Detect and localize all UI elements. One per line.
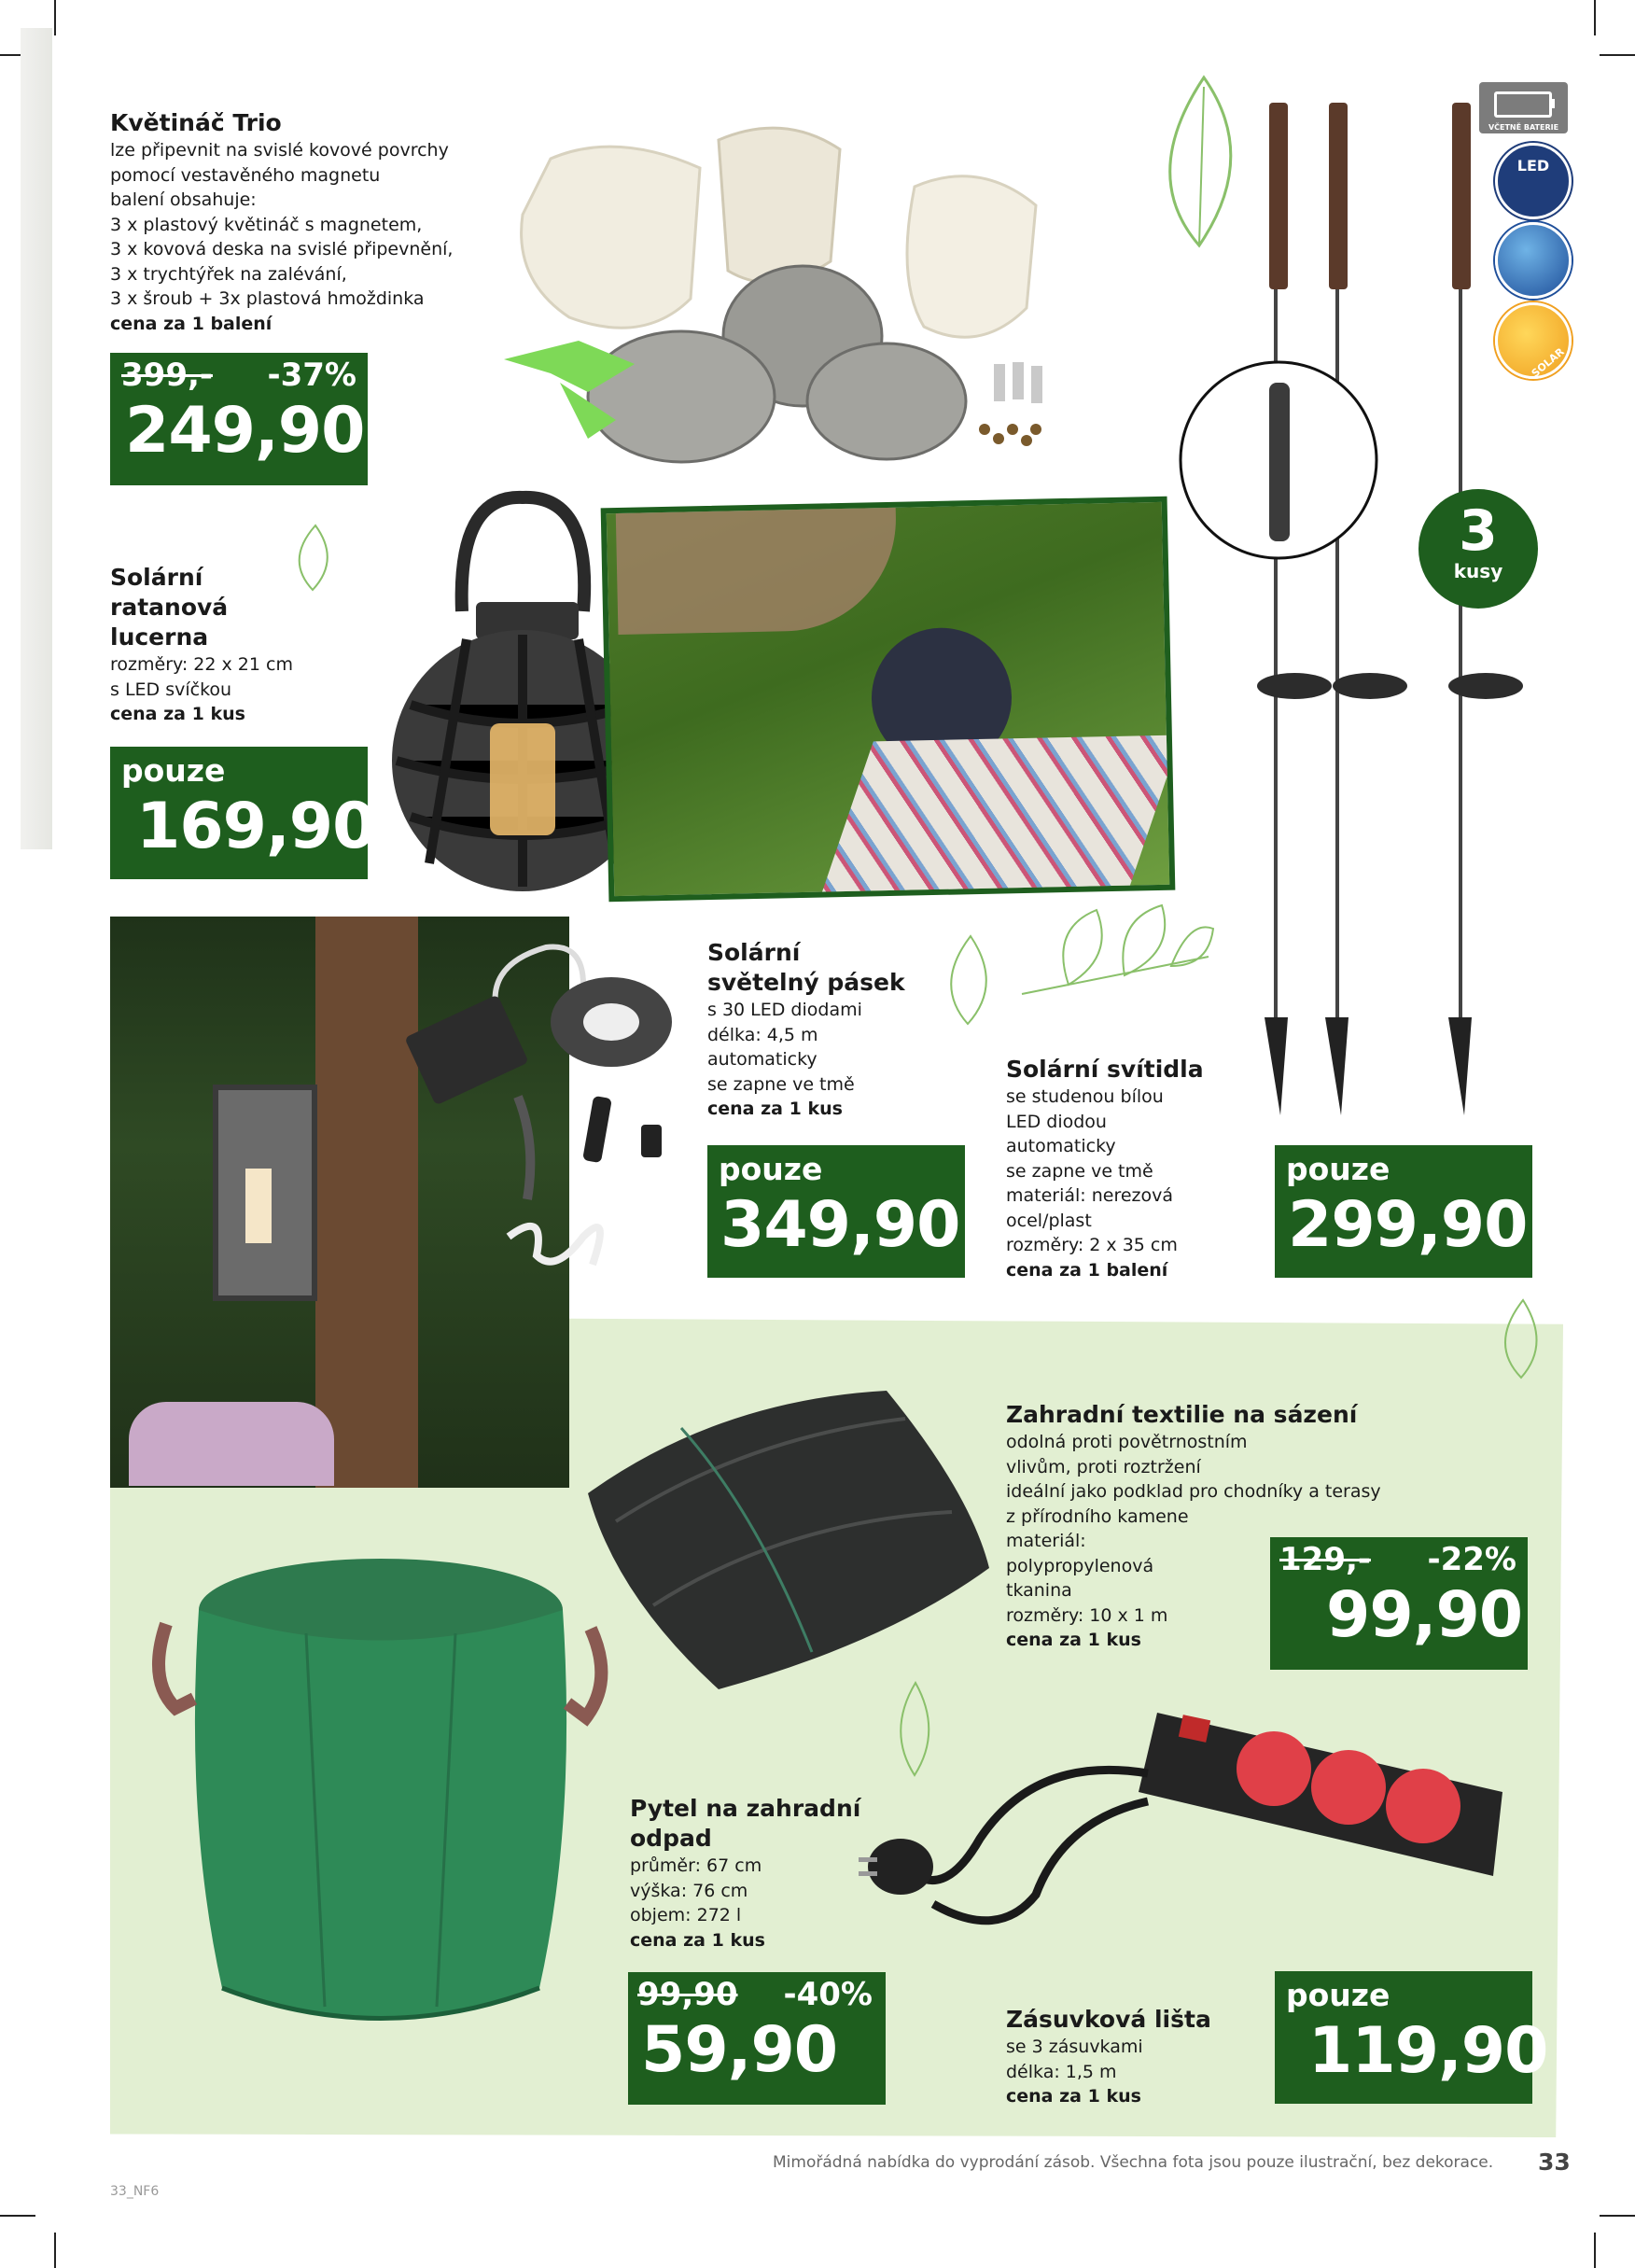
product-title: Zásuvková lišta [1006,2006,1211,2033]
price: 99,90 [1326,1578,1523,1652]
garden-textile-image [579,1381,989,1699]
desc-line: ideální jako podklad pro chodníky a terasy [1006,1481,1381,1502]
old-price: 99,90 [637,1976,738,2013]
battery-icon [1479,82,1568,133]
crop-mark [54,0,56,35]
desc-line: vlivům, proti roztržení [1006,1456,1201,1477]
pieces-unit: kusy [1453,560,1503,582]
product-title: Zahradní textilie na sázení [1006,1401,1358,1428]
price-box-bag [628,1972,886,2105]
price-unit: cena za 1 kus [1006,2086,1141,2107]
discount: -22% [1427,1541,1516,1578]
desc-line: materiál: [1006,1531,1086,1551]
price-box-stakes [1275,1145,1532,1278]
desc-line: rozměry: 2 x 35 cm [1006,1235,1178,1255]
desc-line: se zapne ve tmě [1006,1160,1153,1182]
product-description [1006,1085,1249,1282]
desc-line: LED diodou [1006,1111,1107,1132]
solar-stakes-image [1176,89,1549,1125]
desc-line: rozměry: 22 x 21 cm [110,654,293,675]
desc-line: lze připevnit na svislé kovové povrchy [110,140,449,161]
price: 299,90 [1288,1188,1528,1262]
desc-line: se studenou bílou [1006,1086,1164,1107]
price-unit: cena za 1 kus [1006,1630,1141,1650]
desc-line: objem: 272 l [630,1905,742,1925]
crop-mark [1594,2233,1596,2268]
price-label: pouze [121,752,226,789]
title-line: odpad [630,1825,712,1852]
solar-strip-image [397,929,677,1302]
title-line: lucerna [110,623,209,651]
price: 119,90 [1308,2014,1548,2088]
price: 59,90 [641,2013,838,2087]
price: 249,90 [125,394,365,468]
desc-line: automaticky [707,1049,818,1070]
desc-line: průměr: 67 cm [630,1855,762,1876]
price-label: pouze [1286,1151,1390,1187]
left-page-edge [21,28,52,849]
product-title: Solární svítidla [1006,1056,1204,1083]
desc-line: se zapne ve tmě [707,1073,855,1095]
price-label: pouze [1286,1977,1390,2013]
garden-bag-image [138,1540,623,2035]
leaf-decoration [1493,1297,1549,1381]
price-box-textile [1270,1537,1528,1670]
page-number: 33 [1538,2149,1571,2176]
print-code: 33_NF6 [110,2184,160,2199]
title-line: Solární [110,564,203,591]
desc-line: odolná proti povětrnostním [1006,1432,1248,1452]
discount: -37% [267,357,356,394]
desc-line: s 30 LED diodami [707,1000,862,1020]
footer-note: Mimořádná nabídka do vyprodání zásob. Všechna fota jsou pouze ilustrační, bez dekorace. [773,2153,1494,2172]
price-unit: cena za 1 kus [707,1099,843,1119]
desc-line: 3 x šroub + 3x plastová hmoždinka [110,288,425,309]
price-box-trio [110,353,368,485]
desc-line: z přírodního kamene [1006,1505,1189,1527]
desc-line: délka: 4,5 m [707,1024,818,1045]
old-price: 399,- [121,357,213,394]
product-description [110,138,483,336]
title-line: ratanová [110,594,229,621]
desc-line: balení obsahuje: [110,189,257,210]
crop-mark [1600,2215,1635,2217]
price-box-strip [707,1145,965,1278]
crop-mark [0,2215,35,2217]
price-unit: cena za 1 balení [1006,1259,1168,1281]
desc-line: 3 x kovová deska na svislé připevnění, [110,239,454,259]
desc-line: 3 x trychtýřek na zalévání, [110,263,347,285]
title-line: Pytel na zahradní [630,1795,861,1822]
product-lantern [110,563,390,727]
product-description [630,1854,873,1953]
solar-label: SOLAR [1529,345,1567,380]
solar-icon [1495,302,1572,379]
product-trio [110,108,483,336]
desc-line: materiál: nerezová [1006,1185,1174,1206]
socket-strip-image [849,1680,1521,1951]
price-box-lantern [110,747,376,879]
price-unit: cena za 1 kus [110,704,245,724]
old-price: 129,- [1279,1541,1371,1578]
led-label: LED [1516,157,1550,175]
product-title: Květináč Trio [110,109,282,136]
price: 169,90 [136,790,376,863]
price-unit: cena za 1 balení [110,313,272,334]
crop-mark [1594,0,1596,35]
crop-mark [1600,54,1635,56]
desc-line: automaticky [1006,1136,1116,1156]
product-description [1006,2035,1249,2109]
price-unit: cena za 1 kus [630,1929,765,1951]
desc-line: rozměry: 10 x 1 m [1006,1604,1168,1626]
desc-line: se 3 zásuvkami [1006,2037,1143,2057]
product-title [110,563,390,652]
pieces-count: 3 [1459,498,1498,564]
product-strip [707,938,950,1122]
product-title [707,938,950,998]
desc-line: tkanina [1006,1580,1072,1601]
led-icon [1495,143,1572,219]
discount: -40% [783,1976,873,2013]
weatherproof-icon [1495,222,1572,299]
desc-line: s LED svíčkou [110,679,232,700]
desc-line: polypropylenová [1006,1555,1154,1576]
desc-line: délka: 1,5 m [1006,2061,1117,2082]
title-line: Solární [707,939,801,966]
pieces-badge [1418,489,1538,609]
product-socket [1006,2005,1249,2109]
product-title [630,1794,873,1854]
price-label: pouze [719,1151,823,1187]
product-description [110,652,390,727]
trio-pots-image [476,112,1129,476]
lantern-lifestyle-photo [601,497,1176,903]
desc-line: pomocí vestavěného magnetu [110,164,381,186]
desc-line: 3 x plastový květináč s magnetem, [110,214,423,235]
product-bag [630,1794,873,1953]
price-box-socket [1275,1971,1548,2104]
desc-line: výška: 76 cm [630,1880,748,1901]
crop-mark [54,2233,56,2268]
desc-line: ocel/plast [1006,1210,1092,1231]
price: 349,90 [720,1188,960,1262]
product-description [707,998,950,1122]
product-stakes [1006,1055,1249,1282]
title-line: světelný pásek [707,969,905,996]
battery-label: VČETNĚ BATERIE [1488,123,1559,132]
